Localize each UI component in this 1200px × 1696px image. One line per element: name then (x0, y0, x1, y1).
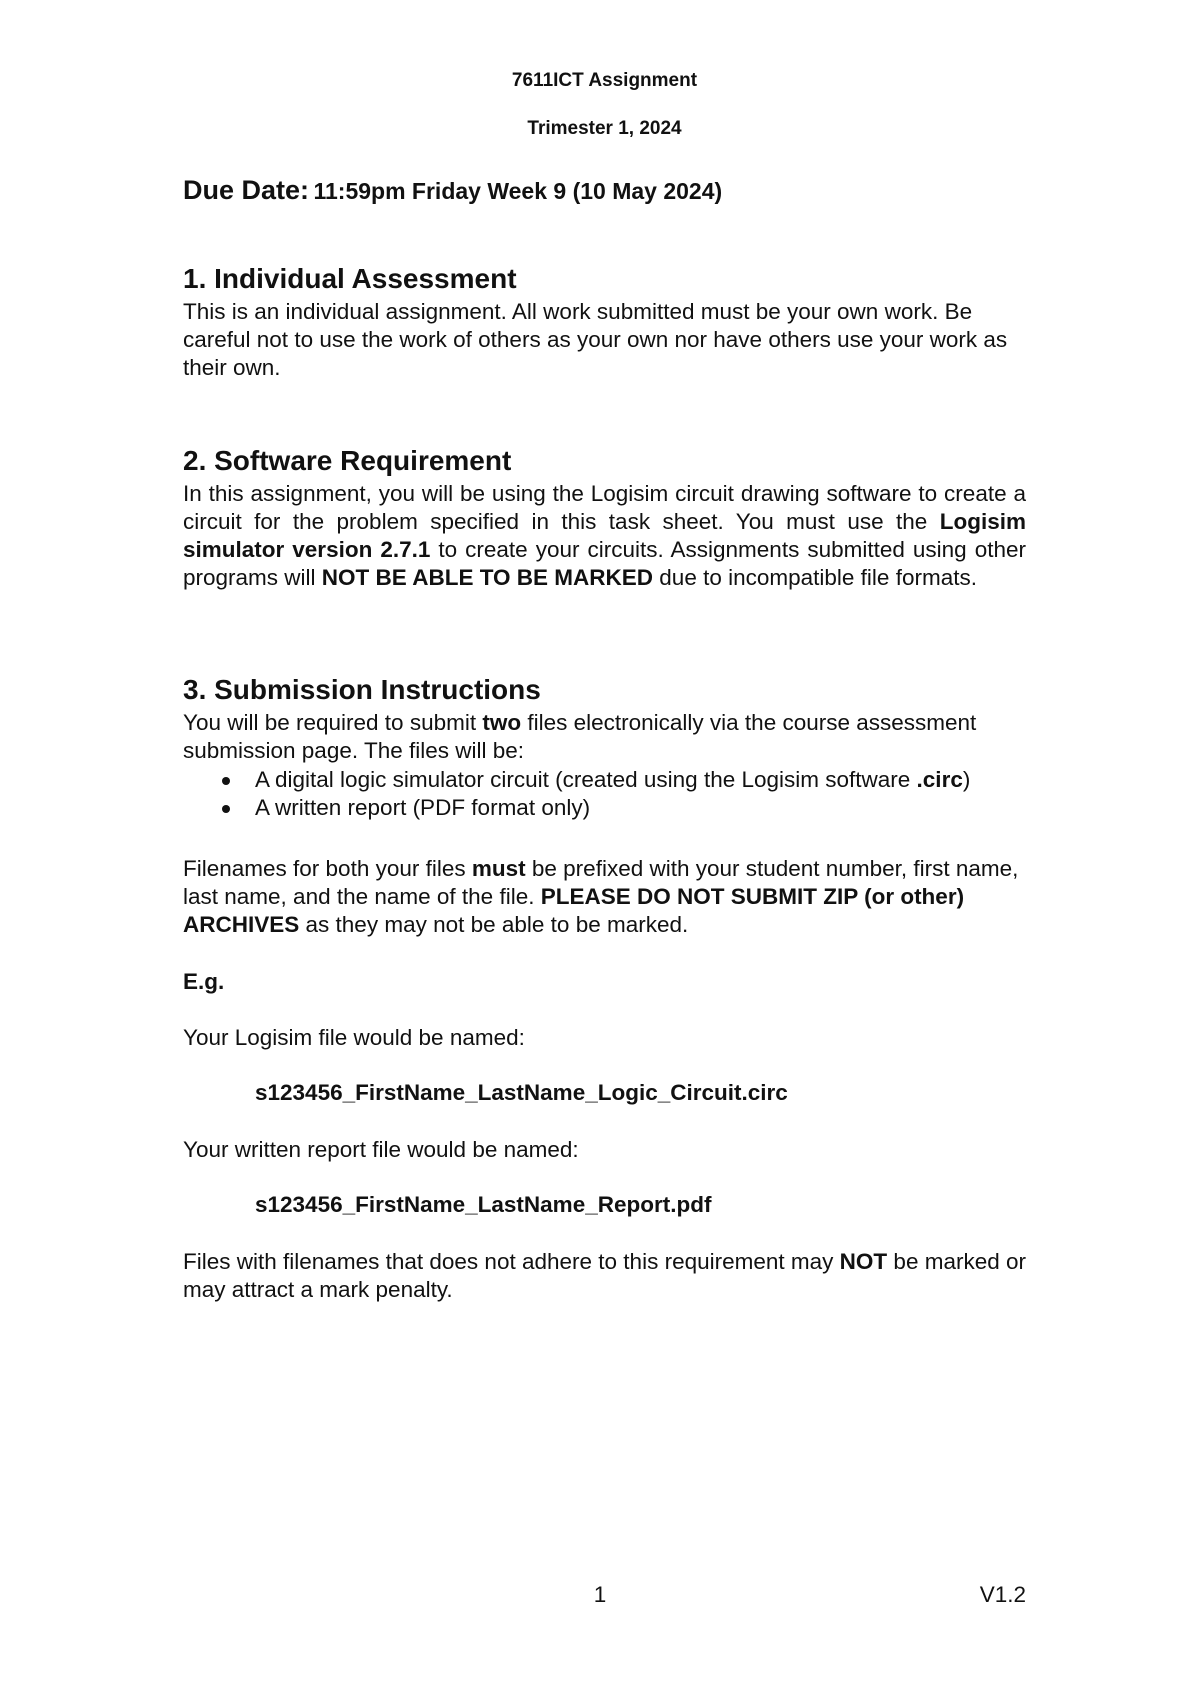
bullet-icon (222, 777, 230, 785)
due-date-value: 11:59pm Friday Week 9 (10 May 2024) (313, 178, 723, 204)
penalty-bold-not: NOT (839, 1249, 888, 1274)
intro-bold: two (482, 710, 522, 735)
page-number: 1 (593, 1582, 607, 1607)
intro-text-b: files electronically via the course assessment submission page. The files will be: (183, 710, 977, 763)
section-3-intro (183, 709, 1026, 765)
not-marked-warning: NOT BE ABLE TO BE MARKED (321, 565, 654, 590)
due-date-line (183, 175, 722, 206)
fn-bold-must: must (471, 856, 526, 881)
list-item (183, 794, 970, 822)
fn-text-b: be prefixed with your student number, first name, last name, and the name of the file. (183, 856, 1019, 909)
list-item (183, 766, 970, 794)
due-date-label: Due Date: (183, 175, 310, 205)
logisim-version: Logisim simulator version 2.7.1 (183, 509, 1026, 562)
intro-text-a: You will be required to submit (183, 710, 483, 735)
bullet-1-text-a: A digital logic simulator circuit (created using the Logisim software (255, 767, 917, 792)
example-label: E.g. (183, 969, 225, 994)
course-title: 7611ICT Assignment (511, 70, 698, 91)
section-2-text-a: In this assignment, you will be using the Logisim circuit drawing software to create a circuit for the problem specified in this task sheet. You must use the (183, 481, 1026, 534)
logisim-filename: s123456_FirstName_LastName_Logic_Circuit.circ (255, 1080, 788, 1105)
fn-text-a: Filenames for both your files (183, 856, 472, 881)
section-2-heading: 2. Software Requirement (183, 445, 512, 476)
penalty-paragraph (183, 1248, 1026, 1304)
section-2-text-b: to create your circuits. Assignments submitted using other programs will (183, 537, 1026, 590)
penalty-text-b: be marked or may attract a mark penalty. (183, 1249, 1027, 1302)
bullet-2-text: A written report (PDF format only) (255, 795, 591, 820)
bullet-icon (222, 805, 230, 813)
penalty-text-a: Files with filenames that does not adhere to this requirement may (183, 1249, 840, 1274)
section-3-heading: 3. Submission Instructions (183, 674, 541, 705)
bullet-1-text-b: ) (962, 767, 971, 792)
section-1-body: This is an individual assignment. All work submitted must be your own work. Be careful not to use the work of others as your own nor have others use your work as their own. (183, 299, 1008, 380)
logisim-label: Your Logisim file would be named: (183, 1025, 525, 1050)
circ-extension: .circ (916, 767, 963, 792)
report-label: Your written report file would be named: (183, 1137, 579, 1162)
trimester-line: Trimester 1, 2024 (527, 118, 682, 139)
report-filename: s123456_FirstName_LastName_Report.pdf (255, 1192, 712, 1217)
no-zip-warning: PLEASE DO NOT SUBMIT ZIP (or other) ARCHIVES (183, 884, 965, 937)
document-version: V1.2 (979, 1582, 1026, 1607)
section-2-text-c: due to incompatible file formats. (653, 565, 977, 590)
section-1-heading: 1. Individual Assessment (183, 263, 517, 294)
section-2-body (183, 480, 1026, 592)
deliverables-list (183, 766, 970, 822)
filenames-paragraph (183, 855, 1026, 939)
fn-text-c: as they may not be able to be marked. (299, 912, 689, 937)
